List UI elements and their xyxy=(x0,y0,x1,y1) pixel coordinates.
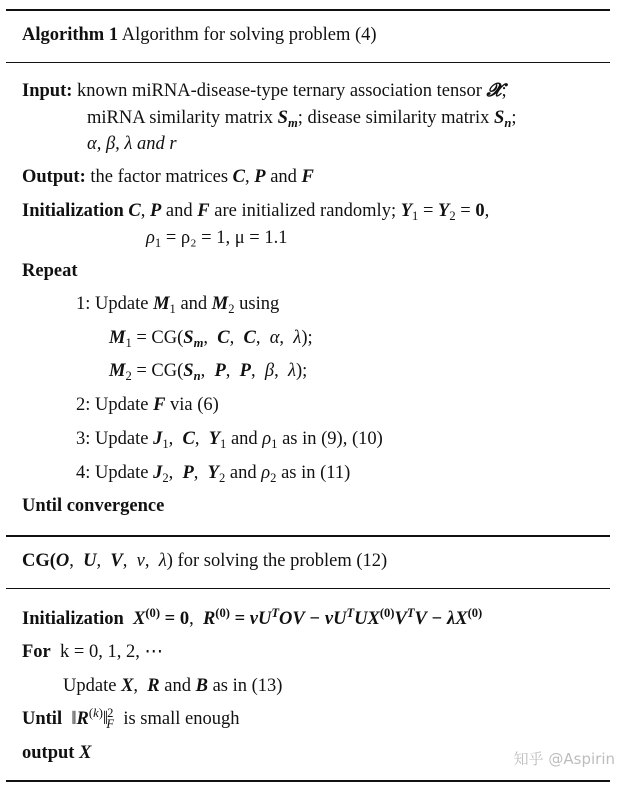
watermark: 知乎 @Aspirin xyxy=(513,750,615,768)
disease-sim-text: disease similarity matrix xyxy=(307,108,490,128)
top-rule xyxy=(6,9,610,11)
cg-top-rule xyxy=(6,535,610,537)
output-label-cg: output xyxy=(22,743,75,763)
step-1: 1: Update $M_1$ and $M_2$ using xyxy=(76,294,280,316)
step-1-eq-1: $M_1 = CG(S_m$, C, C, α, λ); xyxy=(109,328,313,350)
algorithm-title xyxy=(22,23,377,47)
step-3: 3: Update $J_1$, C, $Y_1$ and $\rho_1$ as in (9), (10) xyxy=(76,429,383,451)
tensor-symbol: 𝓧 xyxy=(486,81,502,101)
cg-header-rule xyxy=(6,588,610,589)
s-n-symbol: $S_n$ xyxy=(494,108,512,130)
mirna-sim-text: miRNA similarity matrix xyxy=(87,108,274,128)
output-label: Output: xyxy=(22,167,86,187)
s-m-symbol: $S_m$ xyxy=(277,108,298,130)
repeat-label: Repeat xyxy=(22,261,78,281)
for-range: k = 0, 1, 2, ⋯ xyxy=(60,642,163,662)
step-2: 2: Update F via (6) xyxy=(76,395,219,415)
cg-until: Until $‖R^{(k)}‖^2_F$ is small enough xyxy=(22,706,240,731)
cg-title-text: for solving the problem (12) xyxy=(177,551,388,571)
input-label: Input: xyxy=(22,81,73,101)
rho-values: = ρ₂ = 1, μ = 1.1 xyxy=(165,228,288,248)
for-label: For xyxy=(22,642,51,662)
until-label: Until xyxy=(22,709,63,729)
step-1-eq-2: $M_2 = CG(S_n$, P, P, β, λ); xyxy=(109,361,308,383)
init-label: Initialization xyxy=(22,201,124,221)
algorithm-title-text: Algorithm for solving problem (4) xyxy=(121,25,377,45)
bottom-rule xyxy=(6,780,610,782)
output-line: Output: the factor matrices C, P and F xyxy=(22,167,314,187)
until-convergence: Until convergence xyxy=(22,496,165,516)
step-4: 4: Update $J_2$, P, $Y_2$ and $\rho_2$ as in (11) xyxy=(76,463,351,485)
cg-for xyxy=(22,640,163,664)
cg-update: Update X, R and B as in (13) xyxy=(63,676,283,696)
cg-init-label: Initialization xyxy=(22,609,124,629)
cg-title: CG(O, U, V, ν, λ) for solving the problem (12) xyxy=(22,551,388,571)
input-text: known miRNA-disease-type ternary association tensor xyxy=(77,81,482,101)
cg-output: output X xyxy=(22,743,92,763)
input-line-1: Input: known miRNA-disease-type ternary association tensor 𝓧; xyxy=(22,81,507,101)
init-text: are initialized randomly; xyxy=(214,201,397,221)
input-line-2: miRNA similarity matrix $S_m$; disease similarity matrix $S_n$; xyxy=(87,108,517,130)
init-line-1: Initialization C, P and F are initialized randomly; $Y_1 = Y_2 = 0$, xyxy=(22,201,490,223)
header-rule xyxy=(6,62,610,63)
algorithm-label: Algorithm 1 xyxy=(22,25,119,45)
input-line-3: α, β, λ and r xyxy=(87,134,177,154)
init-line-2: $\rho_1 = \rho_2 = 1$, μ = 1.1 xyxy=(146,228,288,250)
cg-init: Initialization $X^{(0)} = 0$, $R^{(0)} = \nu U^TOV - \nu U^TUX^{(0)}V^TV - \lambda X^{(0)}$ xyxy=(22,606,483,629)
output-text: the factor matrices xyxy=(90,167,229,187)
